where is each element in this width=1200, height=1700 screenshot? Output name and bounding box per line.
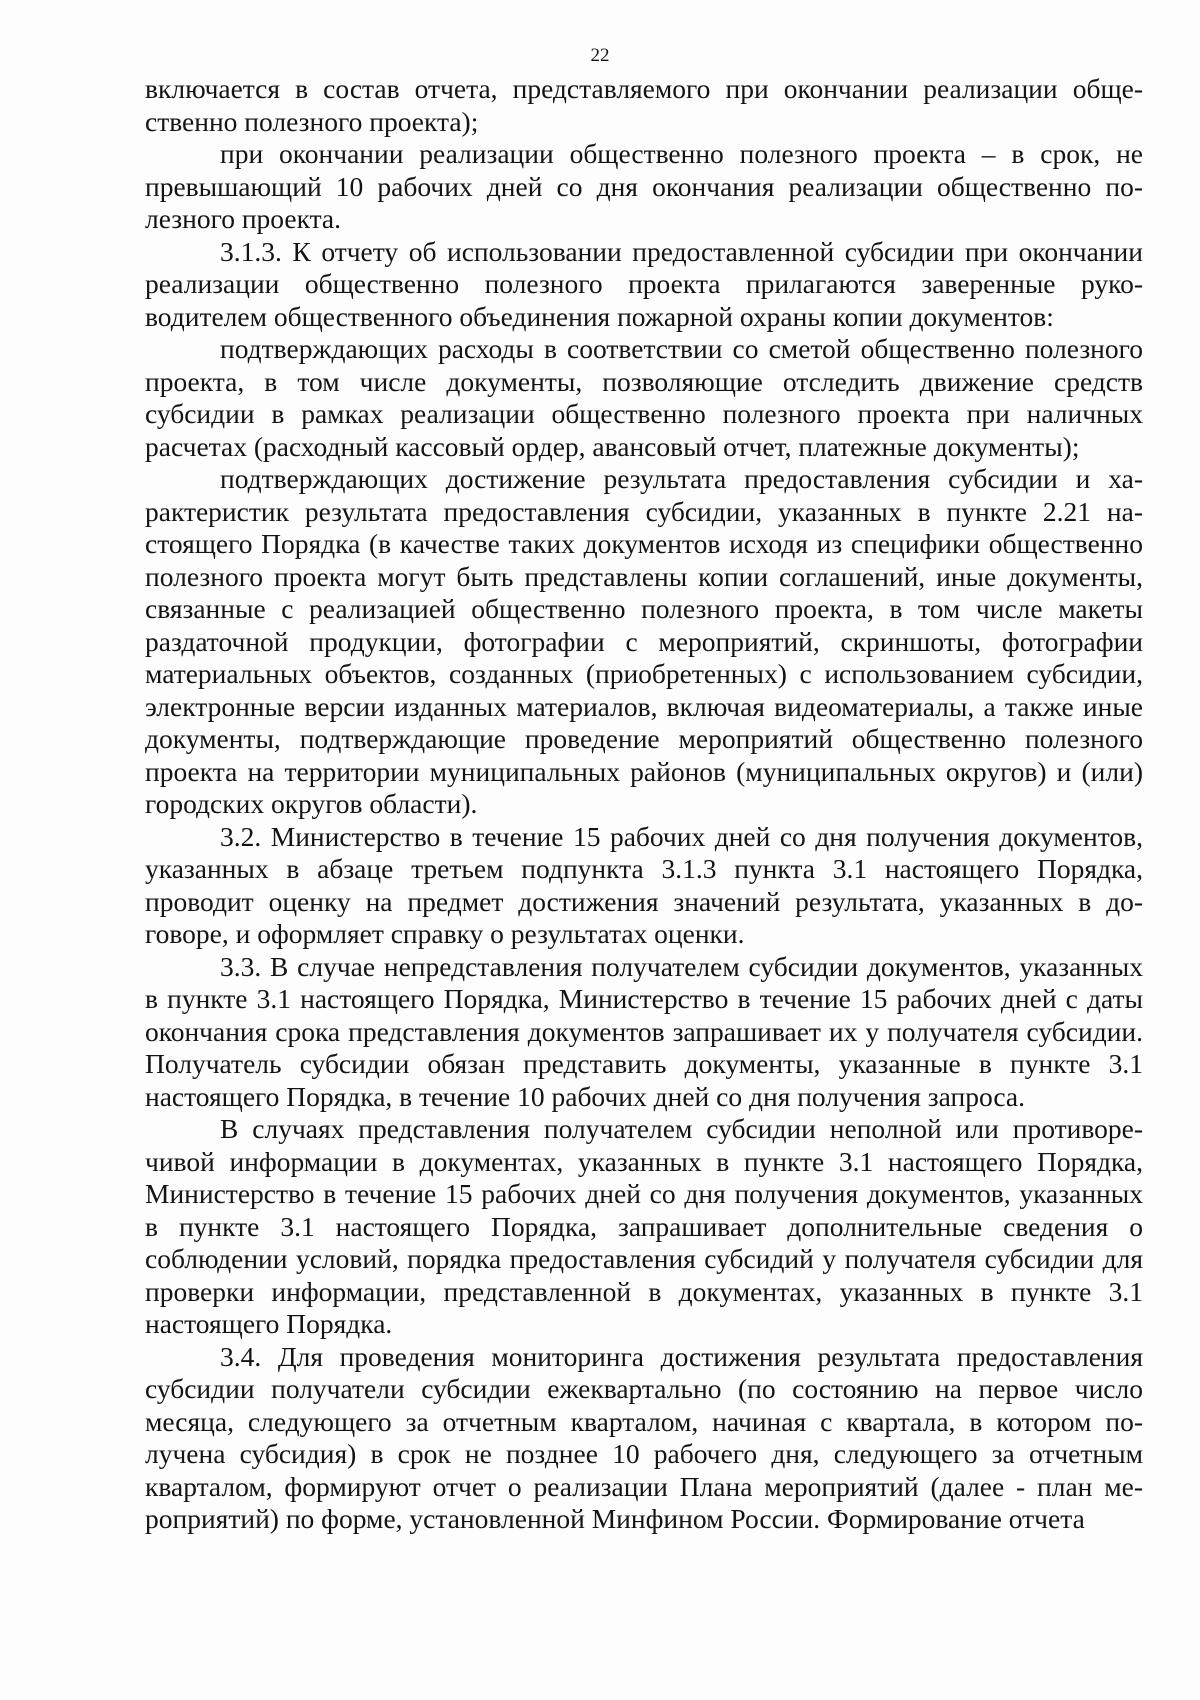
paragraph: 3.2. Министерство в течение 15 рабочих дней со дня получения документов, указанных в абзаце третьем подпункта 3.1.3 пункта 3.1 настоящего Порядка, проводит оценку на предмет достижения значений результата, указанных в договоре, и оформляет справку о результатах оценки. <box>145 820 1143 949</box>
paragraph: включается в состав отчета, представляемого при окончании реализации общественно полезного проекта); <box>145 73 1143 137</box>
page-number: 22 <box>590 45 610 66</box>
paragraph: 3.1.3. К отчету об использовании предоставленной субсидии при окончании реализации общественно полезного проекта прилагаются заверенные руководителем общественного объединения пожарной охраны копии документов: <box>145 235 1143 332</box>
paragraph: В случаях представления получателем субсидии неполной или противоречивой информации в документах, указанных в пункте 3.1 настоящего Порядка, Министерство в течение 15 рабочих дней со дня получения документов, указанных в пункте 3.1 настоящего Порядка, запрашивает дополнительные сведения о соблюдении условий, порядка предоставления субсидий у получателя субсидии для проверки информации, представленной в документах, указанных в пункте 3.1 настоящего Порядка. <box>145 1113 1143 1339</box>
paragraph: подтверждающих достижение результата предоставления субсидии и характеристик результата предоставления субсидии, указанных в пункте 2.21 настоящего Порядка (в качестве таких документов исходя из специфики общественно полезного проекта могут быть представлены копии соглашений, иные документы, связанные с реализацией общественно полезного проекта, в том числе макеты раздаточной продукции, фотографии с мероприятий, скриншоты, фотографии материальных объектов, созданных (приобретенных) с использованием субсидии, электронные версии изданных материалов, включая видеоматериалы, а также иные документы, подтверждающие проведение мероприятий общественно полезного проекта на территории муниципальных районов (муниципальных округов) и (или) городских округов области). <box>145 463 1143 819</box>
paragraph: при окончании реализации общественно полезного проекта – в срок, не превышающий 10 рабочих дней со дня окончания реализации общественно полезного проекта. <box>145 138 1143 234</box>
document-body <box>145 73 1143 1536</box>
paragraph: подтверждающих расходы в соответствии со сметой общественно полезного проекта, в том числе документы, позволяющие отследить движение средств субсидии в рамках реализации общественно полезного проекта при наличных расчетах (расходный кассовый ордер, авансовый отчет, платежные документы); <box>145 333 1143 462</box>
paragraph: 3.3. В случае непредставления получателем субсидии документов, указанных в пункте 3.1 настоящего Порядка, Министерство в течение 15 рабочих дней с даты окончания срока представления документов запрашивает их у получателя субсидии. Получатель субсидии обязан представить документы, указанные в пункте 3.1 настоящего Порядка, в течение 10 рабочих дней со дня получения запроса. <box>145 950 1143 1112</box>
paragraph: 3.4. Для проведения мониторинга достижения результата предоставления субсидии получатели субсидии ежеквартально (по состоянию на первое число месяца, следующего за отчетным кварталом, начиная с квартала, в котором получена субсидия) в срок не позднее 10 рабочего дня, следующего за отчетным кварталом, формируют отчет о реализации Плана мероприятий (далее - план мероприятий) по форме, установленной Минфином России. Формирование отчета <box>145 1340 1143 1534</box>
